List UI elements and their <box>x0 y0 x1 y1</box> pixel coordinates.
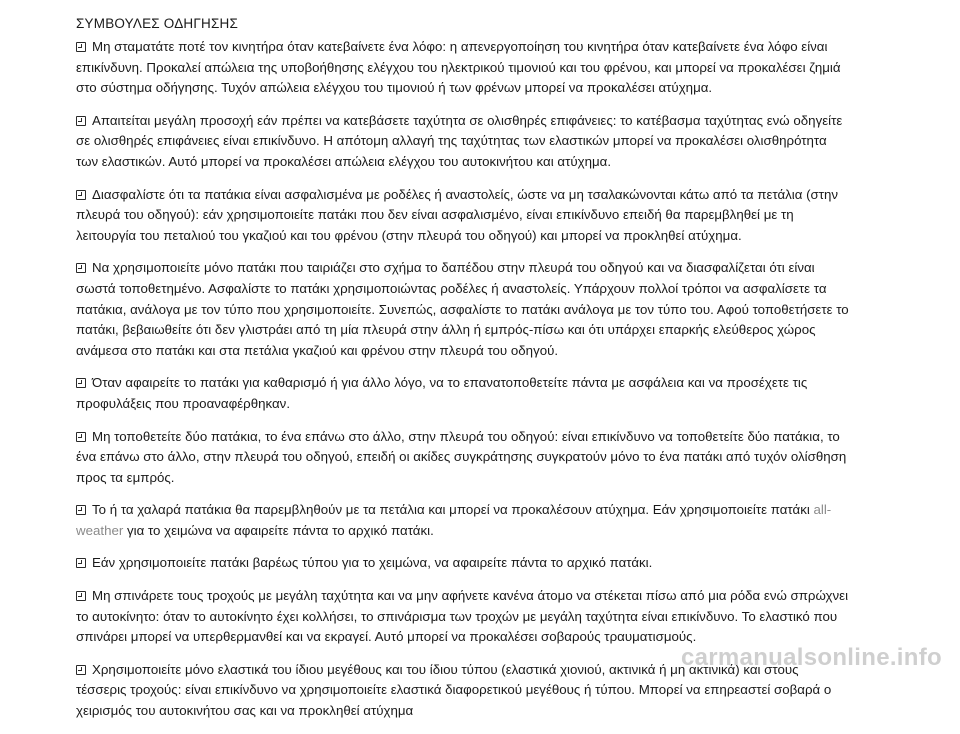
warning-square-icon <box>76 116 86 126</box>
warning-square-icon <box>76 263 86 273</box>
caution-text: Διασφαλίστε ότι τα πατάκια είναι ασφαλισμένα με ροδέλες ή αναστολείς, ώστε να μη τσαλακώνονται κάτω από τα πετάλια (στην πλευρά του οδηγού): εάν χρησιμοποιείτε πατάκι που δεν είναι ασφαλισμένο, είναι επικίνδυνο επειδή θα παρεμβληθεί με τη λειτουργία του πεταλιού του γκαζιού και του φρένου (στην πλευρά του οδηγού) και μπορεί να προκληθεί ατύχημα. <box>76 186 839 243</box>
section-header: ΣΥΜΒΟΥΛΕΣ ΟΔΗΓΗΣΗΣ <box>76 16 238 31</box>
warning-square-icon <box>76 190 86 200</box>
caution-item <box>76 258 850 361</box>
caution-item <box>76 500 850 541</box>
watermark: carmanualsonline.info <box>680 644 942 671</box>
caution-item <box>76 586 850 648</box>
warning-square-icon <box>76 558 86 568</box>
warning-square-icon <box>76 591 86 601</box>
caution-text: Το ή τα χαλαρά πατάκια θα παρεμβληθούν με τα πετάλια και μπορεί να προκαλέσουν ατύχημα. Εάν χρησιμοποιείτε πατάκι <box>92 502 814 518</box>
caution-item <box>76 373 850 414</box>
caution-text: Απαιτείται μεγάλη προσοχή εάν πρέπει να κατεβάσετε ταχύτητα σε ολισθηρές επιφάνειες: το κατέβασμα ταχύτητας ενώ οδηγείτε σε ολισθηρές επιφάνειες είναι επικίνδυνο. Η απότομη αλλαγή της ταχύτητας των ελαστικών μπορεί να προκαλέσει ολισθηρότητα των ελαστικών. Αυτό μπορεί να προκαλέσει απώλεια ελέγχου του αυτοκινήτου και ατύχημα. <box>76 112 843 169</box>
caution-item <box>76 37 850 99</box>
warning-square-icon <box>76 378 86 388</box>
warning-square-icon <box>76 432 86 442</box>
caution-text: Χρησιμοποιείτε μόνο ελαστικά του ίδιου μεγέθους και του ίδιου τύπου (ελαστικά χιονιού, ακτινικά ή μη ακτινικά) και στους τέσσερις τροχούς: είναι επικίνδυνο να χρησιμοποιείτε ελαστικά διαφορετικού μεγέθους ή τύπου. Μπορεί να επηρεαστεί σοβαρά ο χειρισμός του αυτοκινήτου σας και να προκληθεί ατύχημα <box>76 661 832 719</box>
caution-text-gray: all-weather <box>76 502 832 538</box>
caution-item <box>76 427 850 489</box>
caution-text: Μη σπινάρετε τους τροχούς με μεγάλη ταχύτητα και να μην αφήνετε κανένα άτομο να στέκεται πίσω από μια ρόδα ενώ σπρώχνει το αυτοκίνητο: όταν το αυτοκίνητο έχει κολλήσει, το σπινάρισμα των τροχών με μεγάλη ταχύτητα είναι επικίνδυνο. Το ελαστικό που σπινάρει μπορεί να υπερθερμανθεί και να εκραγεί. Αυτό μπορεί να προκαλέσει σοβαρούς τραυματισμούς. <box>76 588 849 645</box>
caution-text: Μη σταματάτε ποτέ τον κινητήρα όταν κατεβαίνετε ένα λόφο: η απενεργοποίηση του κινητήρα όταν κατεβαίνετε ένα λόφο είναι επικίνδυνη. Προκαλεί απώλεια της υποβοήθησης ελέγχου του ηλεκτρικού τιμονιού και του φρένου, και μπορεί να προκαλέσει ζημιά στο σύστημα οδήγησης. Τυχόν απώλεια ελέγχου του τιμονιού ή των φρένων μπορεί να προκαλέσει ατύχημα. <box>76 39 841 96</box>
caution-item <box>76 553 850 574</box>
caution-text: Εάν χρησιμοποιείτε πατάκι βαρέως τύπου για το χειμώνα, να αφαιρείτε πάντα το αρχικό πατάκι. <box>92 555 653 571</box>
caution-text: για το χειμώνα να αφαιρείτε πάντα το αρχικό πατάκι. <box>123 522 434 538</box>
warning-square-icon <box>76 42 86 52</box>
caution-list <box>76 37 850 734</box>
caution-item <box>76 111 850 173</box>
caution-text: Μη τοποθετείτε δύο πατάκια, το ένα επάνω στο άλλο, στην πλευρά του οδηγού: είναι επικίνδυνο να τοποθετείτε δύο πατάκια, το ένα επάνω στο άλλο, στην πλευρά του οδηγού, επειδή οι ακίδες συγκράτησης συγκρατούν μόνο το ένα πατάκι από τυχόν ολίσθηση προς τα εμπρός. <box>76 428 847 485</box>
warning-square-icon <box>76 505 86 515</box>
caution-text: Να χρησιμοποιείτε μόνο πατάκι που ταιριάζει στο σχήμα το δαπέδου στην πλευρά του οδηγού και να διασφαλίζεται ότι είναι σωστά τοποθετημένο. Ασφαλίστε το πατάκι χρησιμοποιώντας ροδέλες ή αναστολείς. Υπάρχουν πολλοί τρόποι να ασφαλίσετε τα πατάκια, ανάλογα με τον τύπο που χρησιμοποιείτε. Συνεπώς, ασφαλίστε το πατάκι ανάλογα με τον τύπο του. Αφού τοποθετήσετε το πατάκι, βεβαιωθείτε ότι δεν γλιστράει από τη μία πλευρά στην άλλη ή εμπρός-πίσω και ότι υπάρχει επαρκής ελεύθερος χώρος ανάμεσα στο πατάκι και στα πετάλια γκαζιού και φρένου στην πλευρά του οδηγού. <box>76 260 849 358</box>
caution-text: Όταν αφαιρείτε το πατάκι για καθαρισμό ή για άλλο λόγο, να το επανατοποθετείτε πάντα με ασφάλεια και να προσέχετε τις προφυλάξεις που προαναφέρθηκαν. <box>76 375 808 411</box>
caution-item <box>76 185 850 247</box>
warning-square-icon <box>76 665 86 675</box>
